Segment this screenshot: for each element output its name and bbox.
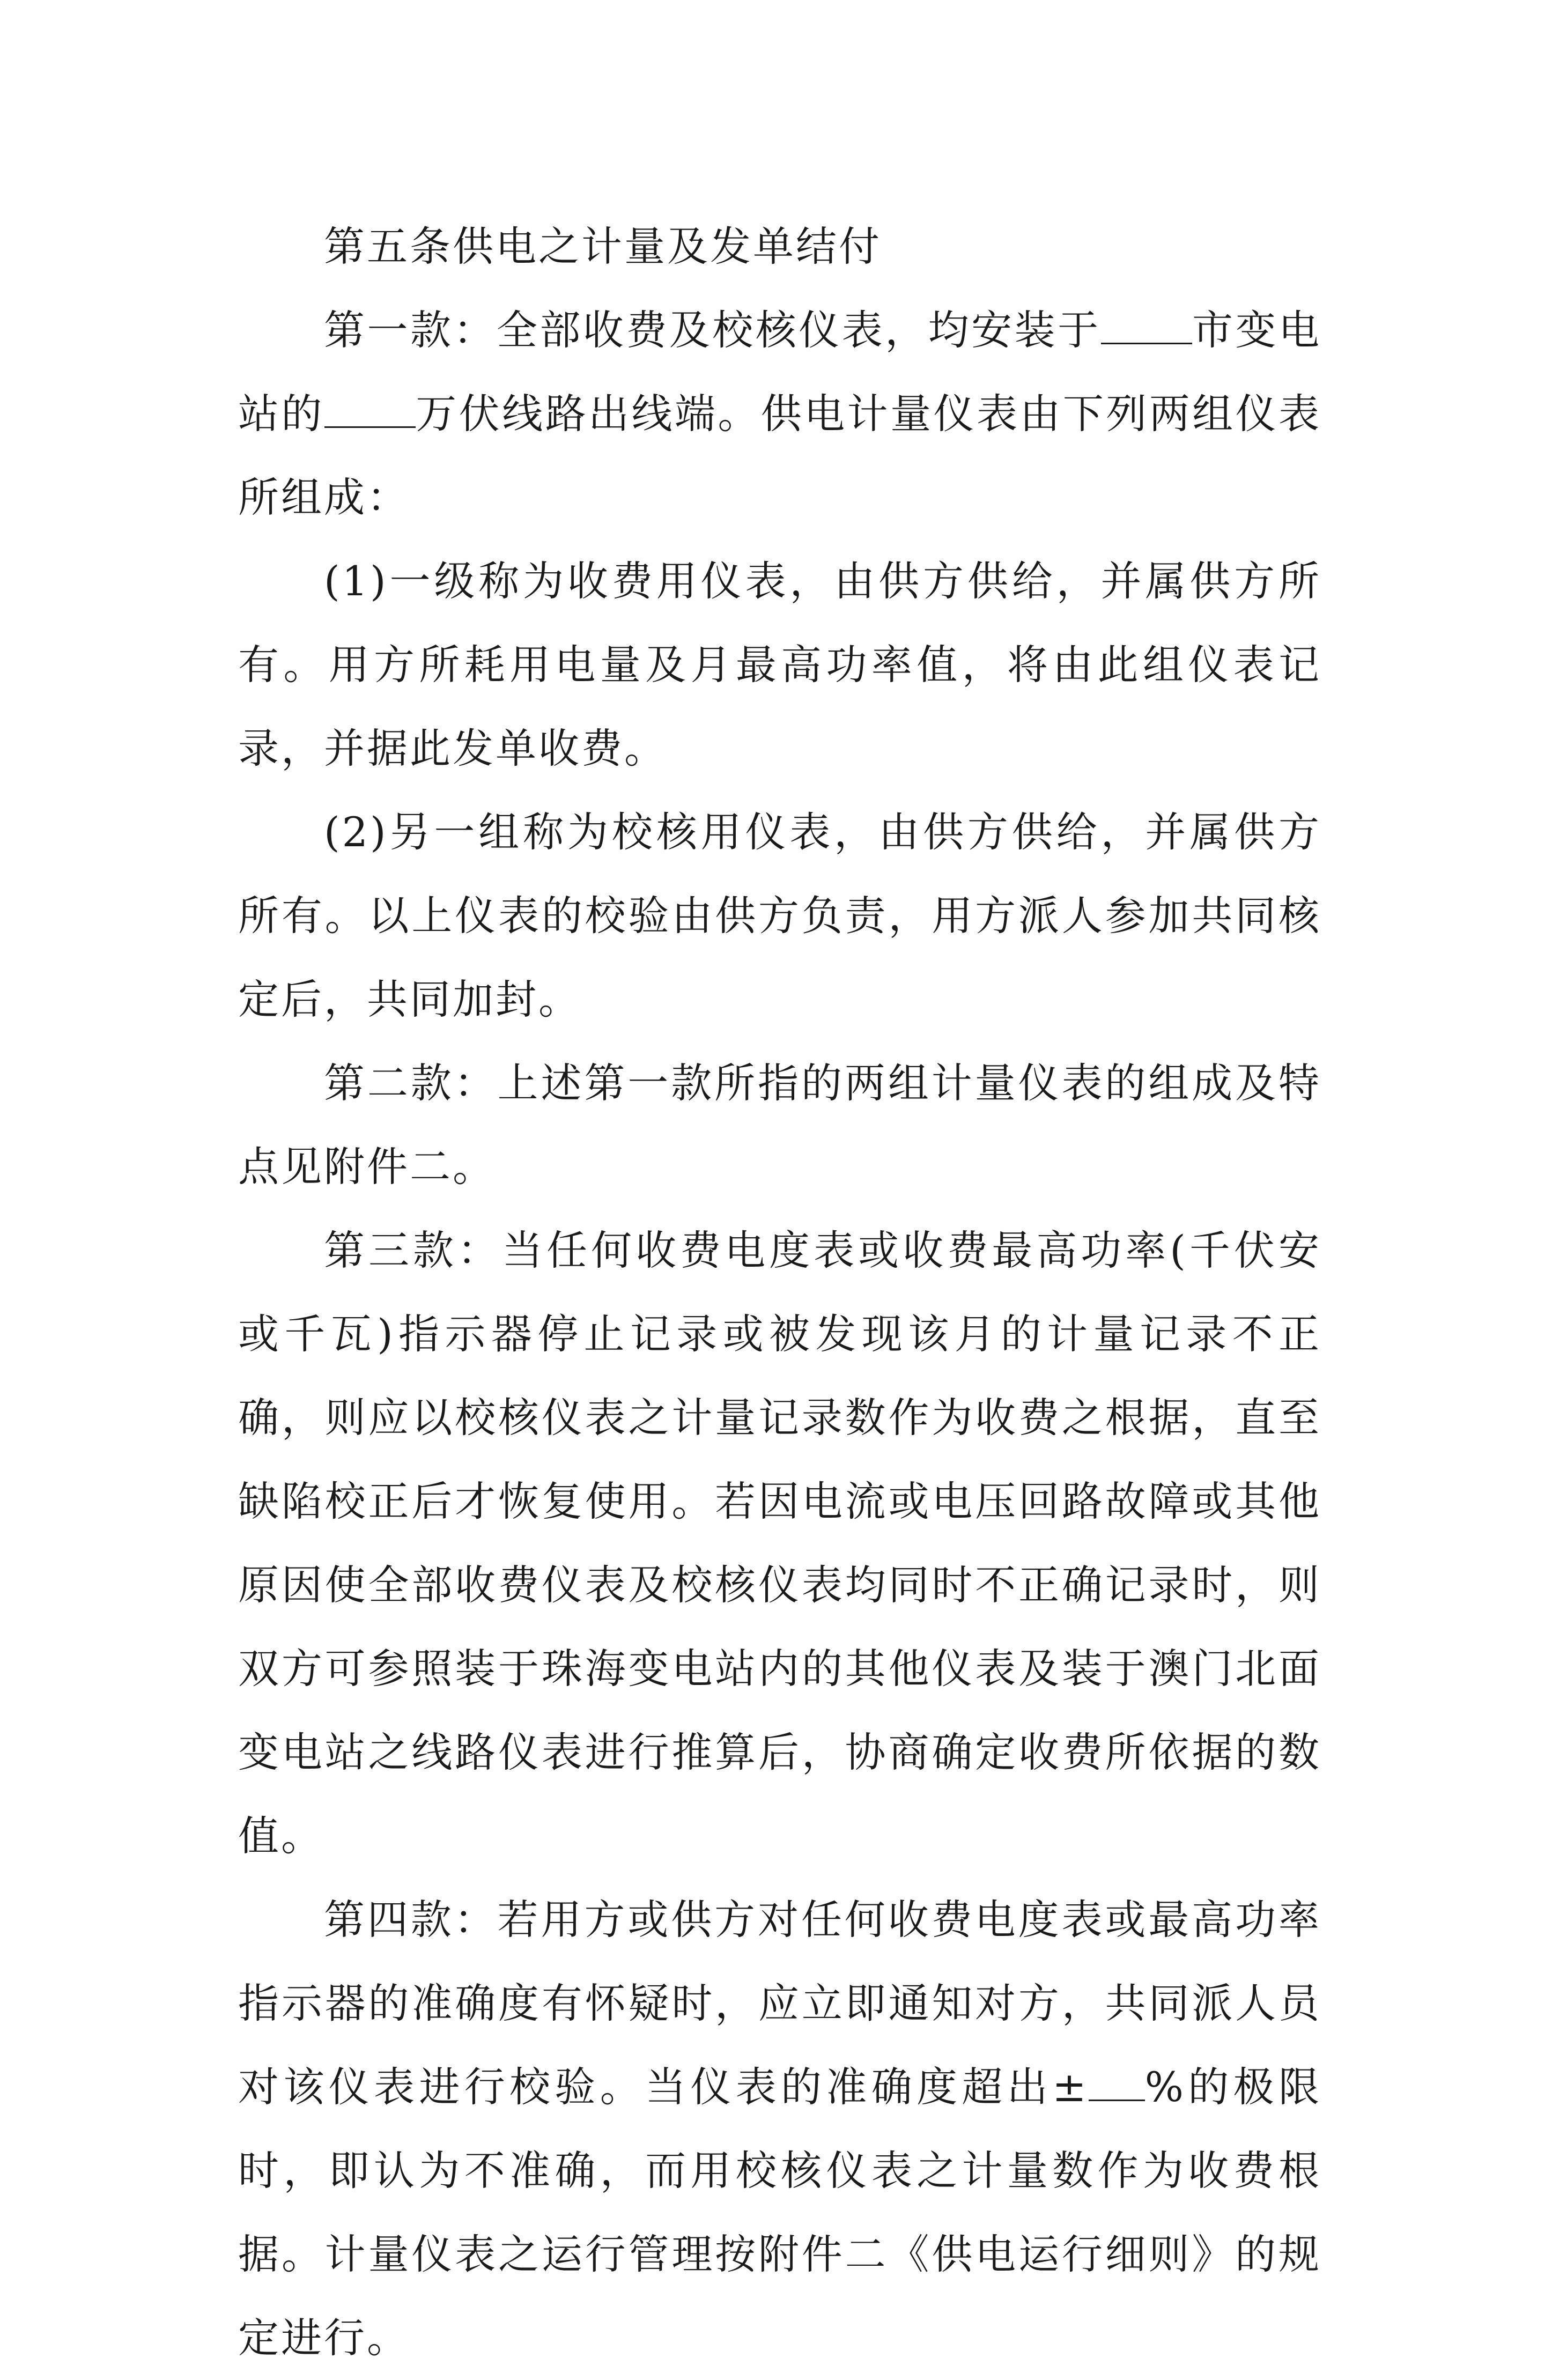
clause-1 xyxy=(238,289,1321,539)
clause-2-text: 第二款：上述第一款所指的两组计量仪表的组成及特点见附件二。 xyxy=(238,1059,1321,1191)
clause-3 xyxy=(238,1209,1321,1878)
clause-1-item-1 xyxy=(238,539,1321,790)
clause-1-item-1-text: (1)一级称为收费用仪表，由供方供给，并属供方所有。用方所耗用电量及月最高功率值，将由此组仪表记录，并据此发单收费。 xyxy=(238,557,1321,772)
article-title xyxy=(238,205,1321,289)
clause-4 xyxy=(238,1878,1321,2380)
clause-2 xyxy=(238,1041,1321,1209)
clause-1-item-2-text: (2)另一组称为校核用仪表，由供方供给，并属供方所有。以上仪表的校验由供方负责，用方派人参加共同核定后，共同加封。 xyxy=(238,808,1321,1023)
clause-1-text-b: 市变电站的 xyxy=(238,306,1322,438)
clause-4-text-b: %的极限时，即认为不准确，而用校核仪表之计量数作为收费根据。计量仪表之运行管理按附件二《供电运行细则》的规定进行。 xyxy=(238,2063,1321,2362)
clause-3-text: 第三款：当任何收费电度表或收费最高功率(千伏安或千瓦)指示器停止记录或被发现该月的计量记录不正确，则应以校核仪表之计量记录数作为收费之根据，直至缺陷校正后才恢复使用。若因电流或电压回路故障或其他原因使全部收费仪表及校核仪表均同时不正确记录时，则双方可参照装于珠海变电站内的其他仪表及装于澳门北面变电站之线路仪表进行推算后，协商确定收费所依据的数值。 xyxy=(238,1226,1321,1860)
clause-1-item-2 xyxy=(238,790,1321,1041)
article-title-text: 第五条供电之计量及发单结付 xyxy=(324,223,882,270)
clause-1-text-a: 第一款：全部收费及校核仪表，均安装于 xyxy=(324,306,1101,354)
fill-blank-city xyxy=(1101,311,1192,344)
clause-1-text-c: 万伏线路出线端。供电计量仪表由下列两组仪表所组成： xyxy=(238,390,1322,521)
fill-blank-voltage xyxy=(324,394,416,428)
clause-4-text-a: 第四款：若用方或供方对任何收费电度表或最高功率指示器的准确度有怀疑时，应立即通知对方，共同派人员对该仪表进行校验。当仪表的准确度超出± xyxy=(238,1896,1321,2111)
fill-blank-percent xyxy=(1089,2067,1145,2101)
document-body xyxy=(238,205,1321,2380)
